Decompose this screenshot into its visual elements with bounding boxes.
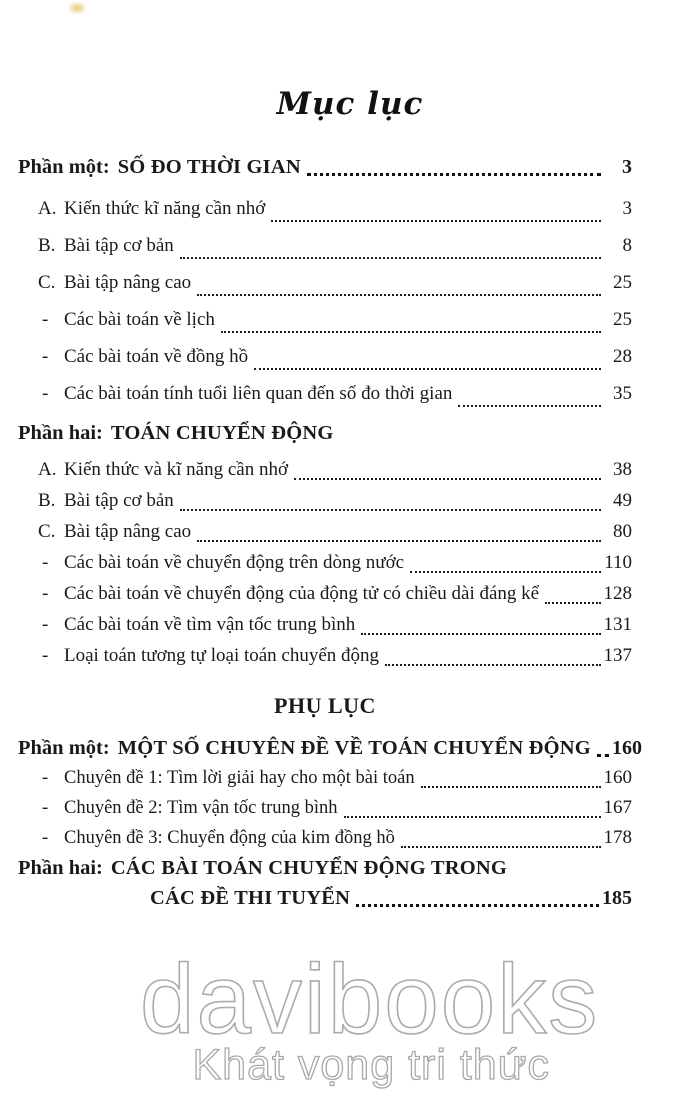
page-number: 25 [613, 272, 632, 293]
page-number: 167 [603, 797, 632, 818]
toc-entry [18, 454, 632, 485]
dot-leader [294, 478, 601, 480]
page-number: 8 [622, 235, 632, 256]
toc-entry [18, 609, 632, 640]
page-number: 38 [613, 459, 632, 480]
page-title: Mục lục [276, 86, 424, 122]
dot-leader [307, 173, 601, 176]
section-1-items [18, 190, 632, 412]
entry-label: Chuyên đề 2: Tìm vận tốc trung bình [64, 798, 338, 818]
dot-leader [597, 754, 609, 757]
section-heading-prefix: Phần một: [18, 156, 110, 178]
entry-marker: - [42, 798, 49, 818]
page-number: 49 [613, 490, 632, 511]
page-number: 25 [613, 309, 632, 330]
entry-marker: - [42, 309, 49, 330]
page-number: 128 [603, 583, 632, 604]
section-heading-title: CÁC ĐỀ THI TUYỂN [150, 887, 351, 909]
page-number: 160 [611, 737, 642, 759]
section-heading-prefix: Phần hai: [18, 857, 103, 879]
dot-leader [361, 633, 600, 635]
toc-entry [18, 547, 632, 578]
entry-label: Kiến thức kĩ năng cần nhớ [64, 198, 266, 219]
entry-label: Các bài toán tính tuổi liên quan đến số đo thời gian [64, 383, 453, 404]
dot-leader [254, 368, 601, 370]
toc-entry [18, 301, 632, 338]
dot-leader [458, 405, 601, 407]
dot-leader [545, 602, 600, 604]
entry-label: Các bài toán về tìm vận tốc trung bình [64, 614, 356, 635]
dot-leader [180, 509, 601, 511]
entry-label: Các bài toán về lịch [64, 309, 215, 330]
page-number: 160 [603, 767, 632, 788]
entry-marker: A. [38, 198, 57, 219]
section-heading-title: CÁC BÀI TOÁN CHUYỂN ĐỘNG TRONG [110, 857, 507, 879]
toc-entry [18, 763, 632, 793]
entry-label: Bài tập cơ bản [64, 235, 174, 256]
entry-marker: - [42, 383, 49, 404]
section-1-heading [18, 152, 632, 182]
entry-label: Bài tập nâng cao [64, 272, 192, 293]
page-number: 137 [603, 645, 632, 666]
toc-entry [18, 485, 632, 516]
dot-leader [197, 294, 601, 296]
entry-label: Các bài toán về chuyển động của động tử có chiều dài đáng kể [64, 583, 540, 604]
davibooks-watermark-tagline: Khát vọng tri thức [192, 1041, 550, 1089]
appendix-items [18, 763, 632, 853]
entry-marker: - [42, 645, 49, 666]
entry-label: Kiến thức và kĩ năng cần nhớ [64, 459, 289, 480]
page-number: 3 [622, 198, 632, 219]
entry-marker: - [42, 346, 49, 367]
appendix-part-2-heading-line1 [18, 853, 632, 883]
entry-marker: - [42, 583, 49, 604]
toc-entry [18, 516, 632, 547]
entry-label: Chuyên đề 1: Tìm lời giải hay cho một bài toán [64, 768, 415, 788]
entry-marker: - [42, 828, 49, 848]
toc-entry [18, 338, 632, 375]
toc-entry [18, 264, 632, 301]
appendix-part-1-heading [18, 733, 642, 763]
table-of-contents [0, 152, 700, 913]
entry-label: Bài tập nâng cao [64, 521, 192, 542]
toc-entry [18, 375, 632, 412]
page-number: 131 [603, 614, 632, 635]
toc-entry [18, 793, 632, 823]
dot-leader [401, 846, 601, 848]
toc-entry [18, 823, 632, 853]
entry-label: Bài tập cơ bản [64, 490, 174, 511]
page-number: 3 [622, 156, 632, 178]
appendix-part-2-heading-line2 [18, 883, 632, 913]
dot-leader [180, 257, 601, 259]
entry-marker: C. [38, 272, 56, 293]
dot-leader [356, 904, 599, 907]
dot-leader [271, 220, 601, 222]
dot-leader [344, 816, 601, 818]
dot-leader [410, 571, 601, 573]
toc-entry [18, 227, 632, 264]
section-2-heading [18, 418, 632, 448]
section-2-items [18, 454, 632, 671]
section-heading-title: SỐ ĐO THỜI GIAN [117, 156, 301, 178]
entry-label: Các bài toán về chuyển động trên dòng nước [64, 552, 405, 573]
section-heading-prefix: Phần hai: [18, 422, 103, 444]
davibooks-watermark-logo: davibooks [140, 944, 600, 1054]
dot-leader [385, 664, 600, 666]
section-heading-title: MỘT SỐ CHUYÊN ĐỀ VỀ TOÁN CHUYỂN ĐỘNG [117, 737, 591, 759]
entry-marker: - [42, 614, 49, 635]
entry-marker: - [42, 768, 49, 788]
dot-leader [197, 540, 601, 542]
dot-leader [421, 786, 601, 788]
page-number: 110 [604, 552, 632, 573]
entry-label: Loại toán tương tự loại toán chuyển động [64, 645, 380, 666]
toc-entry [18, 190, 632, 227]
entry-label: Chuyên đề 3: Chuyển động của kim đồng hồ [64, 828, 395, 848]
dot-leader [221, 331, 601, 333]
entry-marker: C. [38, 521, 56, 542]
entry-marker: - [42, 552, 49, 573]
page-number: 35 [613, 383, 632, 404]
scan-artifact [68, 2, 86, 14]
entry-marker: B. [38, 235, 56, 256]
entry-label: Các bài toán về đồng hồ [64, 346, 249, 367]
page-number: 28 [613, 346, 632, 367]
appendix-title: PHỤ LỤC [274, 693, 376, 718]
page-number: 178 [603, 827, 632, 848]
entry-marker: A. [38, 459, 57, 480]
entry-marker: B. [38, 490, 56, 511]
page-number: 80 [613, 521, 632, 542]
section-heading-title: TOÁN CHUYỂN ĐỘNG [110, 422, 334, 444]
toc-entry [18, 578, 632, 609]
toc-entry [18, 640, 632, 671]
section-heading-prefix: Phần một: [18, 737, 110, 759]
page-number: 185 [602, 887, 632, 909]
